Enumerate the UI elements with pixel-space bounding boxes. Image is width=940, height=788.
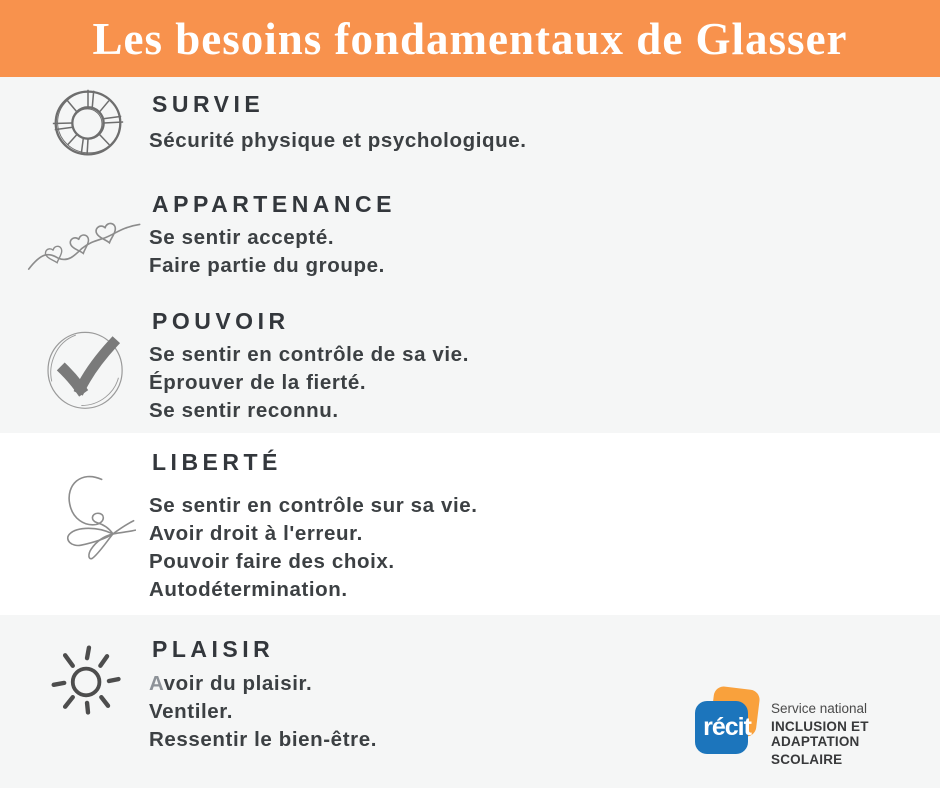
sun-icon (48, 640, 128, 722)
hearts-doodle-icon (26, 206, 141, 272)
section-heading-pouvoir: POUVOIR (152, 308, 290, 334)
section-line: Se sentir reconnu. (149, 399, 339, 422)
section-heading-liberte: LIBERTÉ (152, 449, 282, 475)
section-line-rest: voir du plaisir. (163, 672, 313, 695)
muted-first-letter: A (149, 672, 164, 695)
section-line: Ventiler. (149, 700, 234, 723)
section-line: Se sentir en contrôle de sa vie. (149, 343, 469, 366)
section-heading-appartenance: APPARTENANCE (152, 191, 396, 217)
section-line: Faire partie du groupe. (149, 254, 385, 277)
section-line: Se sentir en contrôle sur sa vie. (149, 494, 478, 517)
section-line: Autodétermination. (149, 578, 348, 601)
section-line: Ressentir le bien-être. (149, 728, 377, 751)
recit-logo (695, 688, 940, 767)
checkmark-circle-icon (44, 324, 128, 412)
section-line: Pouvoir faire des choix. (149, 550, 395, 573)
page-title: Les besoins fondamentaux de Glasser (92, 13, 848, 64)
butterfly-icon (56, 470, 136, 564)
section-heading-plaisir: PLAISIR (152, 636, 275, 662)
lifebuoy-icon (50, 86, 126, 160)
section-line (149, 672, 312, 696)
section-line: Se sentir accepté. (149, 226, 335, 249)
logo-text-block (771, 701, 940, 770)
section-line: Sécurité physique et psychologique. (149, 129, 527, 152)
logo-inclusion-line: INCLUSION ET ADAPTATION (771, 719, 869, 749)
logo-scolaire-line: SCOLAIRE (771, 752, 843, 767)
header-banner (0, 0, 940, 77)
recit-logo-mark (695, 688, 763, 756)
logo-service-line: Service national (771, 701, 868, 716)
section-heading-survie: SURVIE (152, 91, 265, 117)
logo-wordmark: récit (703, 713, 751, 741)
white-band (0, 433, 940, 615)
section-line: Avoir droit à l'erreur. (149, 522, 363, 545)
section-line: Éprouver de la fierté. (149, 371, 367, 394)
